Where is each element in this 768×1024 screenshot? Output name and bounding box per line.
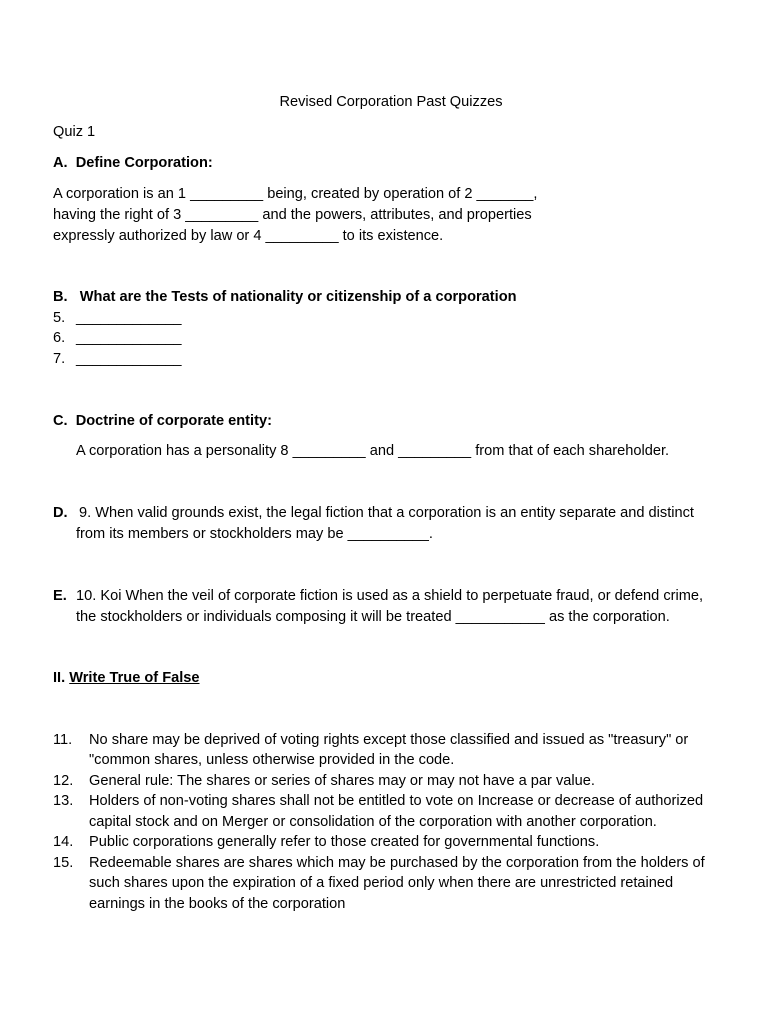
tf-item-number: 13. xyxy=(53,793,74,809)
tf-item-number: 12. xyxy=(53,773,74,789)
answer-blank: _____________ xyxy=(76,310,182,326)
section-a-line: A corporation is an 1 _________ being, created by operation of 2 _______, xyxy=(53,186,538,202)
answer-blank: _____________ xyxy=(76,330,182,346)
tf-item-line: Public corporations generally refer to those created for governmental functions. xyxy=(89,834,600,850)
item-number: 6. xyxy=(53,330,66,346)
list-item xyxy=(53,308,65,329)
section-ii-title: Write True of False xyxy=(69,670,200,686)
section-e-letter: E. xyxy=(53,588,67,604)
tf-item-line: Holders of non-voting shares shall not be entitled to vote on Increase or decrease of authorized xyxy=(89,793,704,809)
section-a-line: expressly authorized by law or 4 _________ to its existence. xyxy=(53,228,444,244)
tf-item-line: Redeemable shares are shares which may be purchased by the corporation from the holders of xyxy=(89,855,705,871)
tf-item-number: 15. xyxy=(53,855,74,871)
item-number: 7. xyxy=(53,351,66,367)
section-a-heading: A. Define Corporation: xyxy=(53,155,213,171)
section-ii-prefix: II. xyxy=(53,670,70,686)
list-item xyxy=(53,349,65,370)
tf-item-line: "common shares, unless otherwise provided in the code. xyxy=(89,752,455,768)
section-ii-heading xyxy=(53,668,200,689)
tf-item-line: No share may be deprived of voting rights except those classified and issued as "treasury" or xyxy=(89,732,689,748)
section-c-line: A corporation has a personality 8 _________ and _________ from that of each shareholder. xyxy=(76,443,670,459)
section-c-heading: C. Doctrine of corporate entity: xyxy=(53,413,272,429)
tf-item-number: 11. xyxy=(53,732,73,748)
section-d-line: from its members or stockholders may be __________. xyxy=(76,526,433,542)
item-number: 5. xyxy=(53,310,66,326)
tf-item-line: such shares upon the expiration of a fixed period only when there are unrestricted retained xyxy=(89,875,674,891)
tf-item-number: 14. xyxy=(53,834,74,850)
page-title: Revised Corporation Past Quizzes xyxy=(279,94,503,110)
tf-item-line: General rule: The shares or series of shares may or may not have a par value. xyxy=(89,773,595,789)
tf-item-line: earnings in the books of the corporation xyxy=(89,896,346,912)
section-a-line: having the right of 3 _________ and the powers, attributes, and properties xyxy=(53,207,532,223)
answer-blank: _____________ xyxy=(76,351,182,367)
list-item xyxy=(53,328,65,349)
section-e-line: the stockholders or individuals composing it will be treated ___________ as the corporation. xyxy=(76,609,670,625)
section-d-letter: D. xyxy=(53,505,68,521)
section-b-heading: B. What are the Tests of nationality or citizenship of a corporation xyxy=(53,289,517,305)
quiz-label: Quiz 1 xyxy=(53,124,96,140)
tf-item-line: capital stock and on Merger or consolidation of the corporation with another corporation. xyxy=(89,814,657,830)
section-d-line: 9. When valid grounds exist, the legal fiction that a corporation is an entity separate and distinct xyxy=(75,505,694,521)
section-e-line: 10. Koi When the veil of corporate fiction is used as a shield to perpetuate fraud, or defend crime, xyxy=(76,588,704,604)
